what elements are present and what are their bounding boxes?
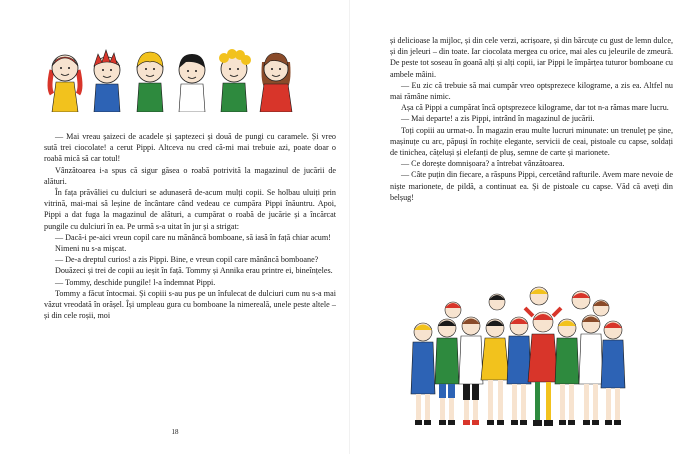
- paragraph: Așa că Pippi a cumpărat încă optsprezece kilograme, dar tot n-a rămas mare lucru.: [401, 103, 669, 113]
- child-3: [459, 317, 483, 425]
- child-1: [411, 323, 435, 425]
- paragraph: — Eu zic că trebuie să mai cumpăr vreo optsprezece kilograme, a zis ea. Altfel nu mai rămâne nimic.: [390, 80, 673, 102]
- paragraph: — Câte puțin din fiecare, a răspuns Pippi, cercetând rafturile. Avem mare nevoie de niște marionete, de pildă, a continuat ea. Și de pistoale cu capse. Văd că aveți din belșug!: [390, 170, 673, 202]
- child-7: [579, 315, 603, 425]
- child-5: [507, 317, 531, 425]
- right-page: [350, 0, 700, 454]
- head-brown-girl: [260, 53, 292, 112]
- paragraph: Tommy a făcut întocmai. Și copiii s-au pus pe un înfulecat de dulciuri cum nu s-a mai văzut vreodată în orășel. Își umpleau gura cu bomboane la nimereală, unele peste altele – și din cele roșii, moi: [44, 288, 336, 321]
- head-boy-spiky: [94, 50, 120, 112]
- paragraph: Toți copiii au urmat-o. În magazin erau multe lucruri minunate: un trenuleț pe șine, mașinuțe cu arc, păpuși în rochițe elegante, servicii de ceai, pistoale cu capse, soldați de tinichea, cățeluși și elefanți de pluș, semne de carte și marionete.: [390, 125, 673, 158]
- paragraph: — Tommy, deschide pungile! l-a îndemnat Pippi.: [55, 277, 216, 287]
- paragraph: — Ce dorește domnișoara? a întrebat vânzătoarea.: [401, 159, 565, 169]
- child-6: [555, 319, 579, 425]
- paragraph: Douăzeci și trei de copii au ieșit în față. Tommy și Annika erau printre ei, bineînțeles.: [55, 266, 333, 276]
- paragraph: — De-a dreptul curios! a zis Pippi. Bine, e vreun copil care mănâncă bomboane?: [55, 255, 319, 265]
- paragraph: — Mai departe! a zis Pippi, intrând în magazinul de jucării.: [401, 114, 595, 124]
- page-number: 18: [171, 428, 179, 436]
- left-page-body-text: [44, 131, 336, 321]
- child-4: [481, 319, 509, 425]
- children-heads-illustration: [44, 40, 298, 112]
- right-page-body-text: [390, 35, 673, 203]
- paragraph: În fața prăvăliei cu dulciuri se adunaseră de-acum mulți copii. Se holbau uluiți prin vitrină, mai-mai să leșine de încântare când vedeau ce cumpăra Pippi înăuntru. Apoi, Pippi a dat fuga la magazinul de alături, a cumpărat o roabă de jucărie și a încărcat pungile cu dulciuri în ea. Pe urmă s-a uitat în jur și a strigat:: [44, 188, 336, 231]
- head-dark-hair-boy: [179, 54, 205, 112]
- children-group-illustration: [405, 284, 627, 434]
- paragraph: — Dacă-i pe-aici vreun copil care nu mănâncă bomboane, să iasă în față chiar acum!: [55, 232, 331, 242]
- head-blond-boy: [137, 52, 163, 112]
- paragraph: Vânzătoarea i-a spus că sigur găsea o roabă potrivită la magazinul de jucării de alături.: [44, 165, 336, 186]
- paragraph: — Mai vreau șaizeci de acadele și șaptezeci și două de pungi cu caramele. Și vreo sută trei ciocolate! a cerut Pippi. Altceva nu cred că-mi mai trebuie azi, poate doar o roabă mică să car totul!: [44, 132, 336, 164]
- paragraph: și delicioase la mijloc, și din cele verzi, acrișoare, și din bărcuțe cu gust de lemn dulce, și din jeleuri – din toate. Iar ciocolata mergea cu orice, mai ales cu jeleurile de zmeură. De peste tot soseau în goană alți și alți copii, iar Pippi le împărțea tuturor bomboane cu ambele mâini.: [390, 36, 673, 79]
- child-8: [601, 321, 625, 425]
- paragraph: Nimeni nu s-a mișcat.: [55, 244, 127, 254]
- head-blond-curly: [219, 49, 251, 112]
- back-row: [445, 287, 609, 318]
- head-girl-braids: [50, 55, 80, 112]
- child-2: [435, 319, 459, 425]
